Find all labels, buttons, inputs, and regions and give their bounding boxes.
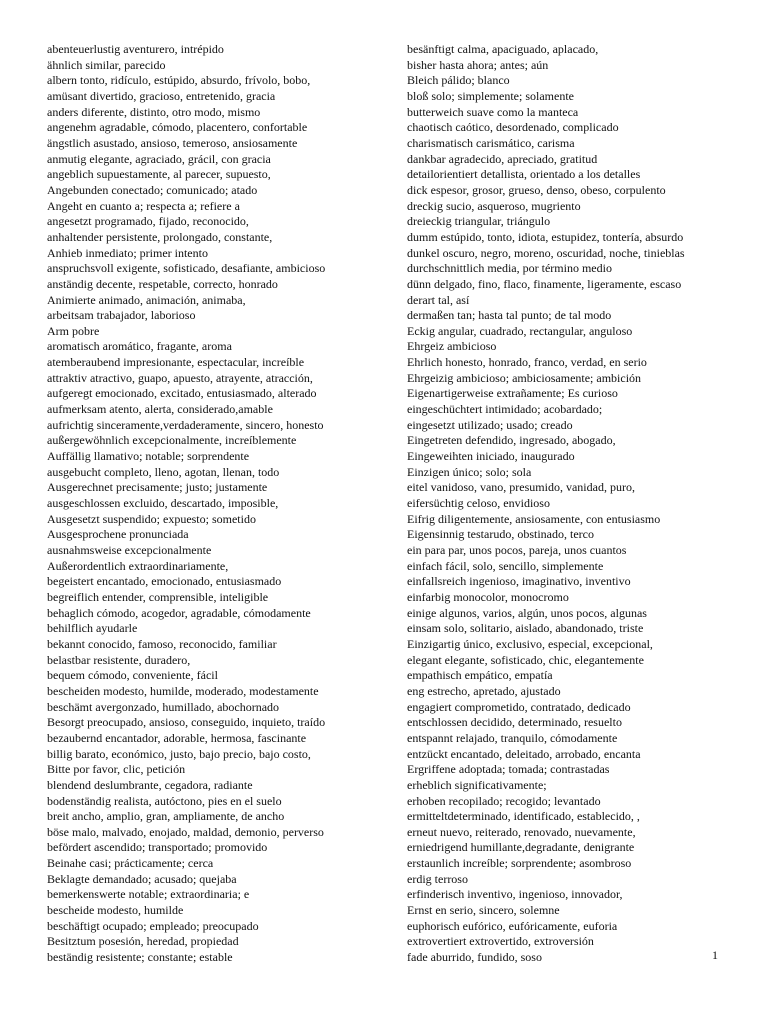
vocabulary-entry: erdig terroso xyxy=(407,871,468,886)
vocabulary-entry: anmutig elegante, agraciado, grácil, con gracia xyxy=(47,151,271,166)
vocabulary-entry: arbeitsam trabajador, laborioso xyxy=(47,308,196,323)
vocabulary-entry: dünn delgado, fino, flaco, finamente, ligeramente, escaso xyxy=(407,276,682,291)
vocabulary-entry: Ehrgeizig ambicioso; ambiciosamente; ambición xyxy=(407,370,642,385)
vocabulary-entry: begreiflich entender, comprensible, inteligible xyxy=(47,589,269,604)
vocabulary-entry: aufgeregt emocionado, excitado, entusiasmado, alterado xyxy=(47,386,317,401)
vocabulary-entry: einfach fácil, solo, sencillo, simplemente xyxy=(407,558,604,573)
vocabulary-entry: ausgeschlossen excluido, descartado, imposible, xyxy=(47,496,279,511)
vocabulary-entry: eingeschüchtert intimidado; acobardado; xyxy=(407,402,603,417)
vocabulary-entry: Eigensinnig testarudo, obstinado, terco xyxy=(407,527,594,542)
vocabulary-entry: belastbar resistente, duradero, xyxy=(47,652,191,667)
vocabulary-entry: amüsant divertido, gracioso, entretenido, gracia xyxy=(47,88,276,103)
vocabulary-entry: durchschnittlich media, por término medio xyxy=(407,261,612,276)
vocabulary-entry: empathisch empático, empatía xyxy=(407,668,553,683)
vocabulary-entry: eingesetzt utilizado; usado; creado xyxy=(407,417,573,432)
vocabulary-entry: Angeht en cuanto a; respecta a; refiere a xyxy=(47,198,240,213)
vocabulary-entry: euphorisch eufórico, eufóricamente, euforia xyxy=(407,918,618,933)
vocabulary-entry: Animierte animado, animación, animaba, xyxy=(47,292,246,307)
vocabulary-entry: eitel vanidoso, vano, presumido, vanidad, puro, xyxy=(407,480,635,495)
vocabulary-entry: erfinderisch inventivo, ingenioso, innovador, xyxy=(407,887,623,902)
vocabulary-entry: abenteuerlustig aventurero, intrépido xyxy=(47,42,224,56)
vocabulary-entry: bescheide modesto, humilde xyxy=(47,903,184,918)
vocabulary-entry: erstaunlich increíble; sorprendente; asombroso xyxy=(407,856,632,871)
vocabulary-entry: Eifrig diligentemente, ansiosamente, con entusiasmo xyxy=(407,511,661,526)
vocabulary-entry: entzückt encantado, deleitado, arrobado, encanta xyxy=(407,746,641,761)
vocabulary-entry: außergewöhnlich excepcionalmente, increíblemente xyxy=(47,433,297,448)
vocabulary-entry: beschäftigt ocupado; empleado; preocupado xyxy=(47,918,259,933)
vocabulary-entry: Angebunden conectado; comunicado; atado xyxy=(47,182,258,197)
vocabulary-entry: Ergriffene adoptada; tomada; contrastadas xyxy=(407,762,610,777)
vocabulary-entry: aromatisch aromático, fragante, aroma xyxy=(47,339,232,354)
vocabulary-entry: bescheiden modesto, humilde, moderado, modestamente xyxy=(47,683,319,698)
vocabulary-entry: dreckig sucio, asqueroso, mugriento xyxy=(407,198,581,213)
vocabulary-entry: Eingeweihten iniciado, inaugurado xyxy=(407,449,575,464)
vocabulary-entry: Ausgesprochene pronunciada xyxy=(47,527,189,542)
vocabulary-entry: breit ancho, amplio, gran, ampliamente, de ancho xyxy=(47,809,285,824)
vocabulary-entry: bloß solo; simplemente; solamente xyxy=(407,88,574,103)
vocabulary-entry: Auffällig llamativo; notable; sorprendente xyxy=(47,449,250,464)
vocabulary-entry: bequem cómodo, conveniente, fácil xyxy=(47,668,218,683)
vocabulary-entry: extrovertiert extrovertido, extroversión xyxy=(407,934,594,949)
vocabulary-entry: ein para par, unos pocos, pareja, unos cuantos xyxy=(407,543,627,557)
vocabulary-entry: Ausgerechnet precisamente; justo; justamente xyxy=(47,480,268,495)
vocabulary-entry: albern tonto, ridículo, estúpido, absurdo, frívolo, bobo, xyxy=(47,73,311,88)
vocabulary-entry: anspruchsvoll exigente, sofisticado, desafiante, ambicioso xyxy=(47,261,326,276)
vocabulary-entry: anhaltender persistente, prolongado, constante, xyxy=(47,229,273,244)
vocabulary-entry: einfarbig monocolor, monocromo xyxy=(407,589,569,604)
vocabulary-entry: Ausgesetzt suspendido; expuesto; sometido xyxy=(47,511,256,526)
vocabulary-entry: ängstlich asustado, ansioso, temeroso, ansiosamente xyxy=(47,135,298,150)
vocabulary-entry: aufmerksam atento, alerta, considerado,amable xyxy=(47,402,273,417)
vocabulary-entry: derart tal, así xyxy=(407,292,470,307)
vocabulary-entry: Beinahe casi; prácticamente; cerca xyxy=(47,856,214,871)
vocabulary-entry: bodenständig realista, autóctono, pies en el suelo xyxy=(47,793,282,808)
vocabulary-entry: Einzigartig único, exclusivo, especial, excepcional, xyxy=(407,636,653,651)
vocabulary-entry: ähnlich similar, parecido xyxy=(47,57,166,72)
vocabulary-entry: anders diferente, distinto, otro modo, mismo xyxy=(47,104,261,119)
vocabulary-entry: bemerkenswerte notable; extraordinaria; e xyxy=(47,887,250,902)
vocabulary-entry: Eingetreten defendido, ingresado, abogado, xyxy=(407,433,616,448)
vocabulary-entry: Besorgt preocupado, ansioso, conseguido, inquieto, traído xyxy=(47,715,326,730)
vocabulary-entry: ermitteltdeterminado, identificado, establecido, , xyxy=(407,809,640,824)
vocabulary-entry: beständig resistente; constante; estable xyxy=(47,950,233,965)
vocabulary-entry: atemberaubend impresionante, espectacular, increíble xyxy=(47,355,305,370)
vocabulary-entry: dankbar agradecido, apreciado, gratitud xyxy=(407,151,598,166)
vocabulary-entry: Eigenartigerweise extrañamente; Es curioso xyxy=(407,386,618,401)
vocabulary-entry: Außerordentlich extraordinariamente, xyxy=(47,558,229,573)
left-column xyxy=(47,42,325,966)
vocabulary-entry: Ehrgeiz ambicioso xyxy=(407,339,497,354)
vocabulary-entry: dermaßen tan; hasta tal punto; de tal modo xyxy=(407,308,612,323)
vocabulary-entry: erneut nuevo, reiterado, renovado, nuevamente, xyxy=(407,824,636,839)
vocabulary-entry: böse malo, malvado, enojado, maldad, demonio, perverso xyxy=(47,824,324,839)
vocabulary-entry: dick espesor, grosor, grueso, denso, obeso, corpulento xyxy=(407,182,666,197)
vocabulary-entry: chaotisch caótico, desordenado, complicado xyxy=(407,120,619,135)
vocabulary-entry: eng estrecho, apretado, ajustado xyxy=(407,683,561,698)
vocabulary-entry: einige algunos, varios, algún, unos pocos, algunas xyxy=(407,605,647,620)
vocabulary-entry: dunkel oscuro, negro, moreno, oscuridad, noche, tinieblas xyxy=(407,245,685,260)
vocabulary-entry: begeistert encantado, emocionado, entusiasmado xyxy=(47,574,282,589)
vocabulary-entry: engagiert comprometido, contratado, dedicado xyxy=(407,699,631,714)
vocabulary-entry: behilflich ayudarle xyxy=(47,621,138,636)
vocabulary-entry: bisher hasta ahora; antes; aún xyxy=(407,57,549,72)
vocabulary-entry: erhoben recopilado; recogido; levantado xyxy=(407,793,601,808)
vocabulary-entry: dumm estúpido, tonto, idiota, estupidez, tontería, absurdo xyxy=(407,229,684,244)
vocabulary-entry: elegant elegante, sofisticado, chic, elegantemente xyxy=(407,652,644,667)
vocabulary-entry: anständig decente, respetable, correcto, honrado xyxy=(47,276,278,291)
vocabulary-entry: erniedrigend humillante,degradante, denigrante xyxy=(407,840,635,855)
vocabulary-entry: dreieckig triangular, triángulo xyxy=(407,214,551,229)
vocabulary-entry: Bitte por favor, clic, petición xyxy=(47,762,186,777)
vocabulary-entry: eifersüchtig celoso, envidioso xyxy=(407,496,550,511)
vocabulary-entry: butterweich suave como la manteca xyxy=(407,104,579,119)
vocabulary-entry: erheblich significativamente; xyxy=(407,777,547,792)
vocabulary-entry: billig barato, económico, justo, bajo precio, bajo costo, xyxy=(47,746,311,761)
vocabulary-entry: Eckig angular, cuadrado, rectangular, anguloso xyxy=(407,323,633,338)
vocabulary-entry: Einzigen único; solo; sola xyxy=(407,464,532,479)
vocabulary-entry: angenehm agradable, cómodo, placentero, confortable xyxy=(47,120,308,135)
vocabulary-entry: einsam solo, solitario, aislado, abandonado, triste xyxy=(407,621,644,636)
vocabulary-entry: Besitztum posesión, heredad, propiedad xyxy=(47,934,239,949)
vocabulary-entry: Beklagte demandado; acusado; quejaba xyxy=(47,871,237,886)
vocabulary-entry: angeblich supuestamente, al parecer, supuesto, xyxy=(47,167,271,182)
vocabulary-entry: entspannt relajado, tranquilo, cómodamente xyxy=(407,730,618,745)
vocabulary-entry: behaglich cómodo, acogedor, agradable, cómodamente xyxy=(47,605,311,620)
vocabulary-entry: angesetzt programado, fijado, reconocido, xyxy=(47,214,249,229)
vocabulary-entry: bezaubernd encantador, adorable, hermosa, fascinante xyxy=(47,730,307,745)
vocabulary-entry: beschämt avergonzado, humillado, abochornado xyxy=(47,699,280,714)
vocabulary-entry: charismatisch carismático, carisma xyxy=(407,135,575,150)
vocabulary-entry: fade aburrido, fundido, soso xyxy=(407,950,542,965)
right-column xyxy=(407,42,685,966)
vocabulary-entry: entschlossen decidido, determinado, resuelto xyxy=(407,715,622,730)
vocabulary-entry: Ernst en serio, sincero, solemne xyxy=(407,903,560,918)
vocabulary-entry: blendend deslumbrante, cegadora, radiante xyxy=(47,777,253,792)
vocabulary-entry: Anhieb inmediato; primer intento xyxy=(47,245,208,260)
vocabulary-entry: Ehrlich honesto, honrado, franco, verdad, en serio xyxy=(407,355,647,370)
page-number: 1 xyxy=(712,948,718,962)
vocabulary-entry: ausnahmsweise excepcionalmente xyxy=(47,543,212,557)
vocabulary-entry: ausgebucht completo, lleno, agotan, llenan, todo xyxy=(47,464,280,479)
vocabulary-entry: besänftigt calma, apaciguado, aplacado, xyxy=(407,42,599,56)
vocabulary-entry: detailorientiert detallista, orientado a los detalles xyxy=(407,167,641,182)
vocabulary-entry: einfallsreich ingenioso, imaginativo, inventivo xyxy=(407,574,631,589)
vocabulary-entry: Bleich pálido; blanco xyxy=(407,73,510,88)
vocabulary-entry: befördert ascendido; transportado; promovido xyxy=(47,840,268,855)
vocabulary-entry: bekannt conocido, famoso, reconocido, familiar xyxy=(47,636,277,651)
vocabulary-entry: aufrichtig sinceramente,verdaderamente, sincero, honesto xyxy=(47,417,324,432)
vocabulary-entry: attraktiv atractivo, guapo, apuesto, atrayente, atracción, xyxy=(47,370,313,385)
vocabulary-entry: Arm pobre xyxy=(47,323,100,338)
